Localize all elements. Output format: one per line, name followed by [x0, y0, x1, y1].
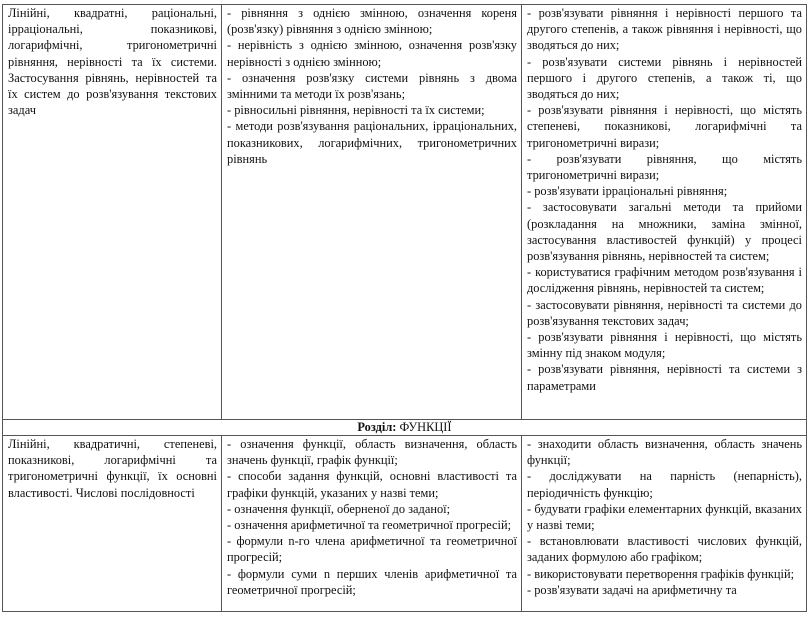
list-item: - означення функції, оберненої до заданої; — [227, 501, 451, 516]
list-item: - розв'язувати рівняння і нерівності, що містять степеневі, показникові, логарифмічні та тригонометричні вирази; — [527, 103, 802, 150]
list-item: - рівносильні рівняння, нерівності та їх системи; — [227, 103, 485, 118]
list-item: - встановлювати властивості числових функцій, заданих формулою або графіком; — [527, 534, 802, 565]
topic-cell — [3, 5, 222, 420]
list-item: - розв'язувати рівняння і нерівності першого та другого степенів, а також рівняння і нерівності, що зводяться до них; — [527, 6, 802, 53]
topic-cell — [3, 436, 222, 612]
curriculum-table — [2, 4, 807, 612]
section-label: Розділ: — [357, 420, 397, 434]
topic-text: Лінійні, квадратні, раціональні, ірраціональні, показникові, логарифмічні, тригонометричні рівняння, нерівності та їх системи. Застосування рівнянь, нерівностей та їх систем до розв'язування текстових задач — [8, 6, 217, 118]
section-heading — [3, 420, 807, 436]
requirements-cell — [522, 436, 807, 612]
list-item: - нерівність з однією змінною, означення розв'язку нерівності з однією змінною; — [227, 38, 517, 69]
list-item: - розв'язувати рівняння і нерівності, що містять змінну під знаком модуля; — [527, 330, 802, 361]
section-name: ФУНКЦІЇ — [399, 420, 452, 434]
list-item: - розв'язувати ірраціональні рівняння; — [527, 184, 728, 199]
requirements-cell — [522, 5, 807, 420]
list-item: - розв'язувати системи рівнянь і нерівностей першого і другого степенів, а також ті, що зводяться до них; — [527, 54, 802, 102]
table-row — [3, 5, 807, 420]
list-item: - способи задання функцій, основні властивості та графіки функцій, указаних у назві теми; — [227, 469, 517, 500]
list-item: - користуватися графічним методом розв'язування і дослідження рівнянь, нерівностей та систем; — [527, 265, 802, 296]
list-item: - досліджувати на парність (непарність), періодичність функцію; — [527, 469, 802, 500]
list-item: - розв'язувати рівняння, нерівності та системи з параметрами — [527, 362, 802, 393]
list-item: - означення функції, область визначення, область значень функції, графік функції; — [227, 437, 517, 468]
list-item: - означення арифметичної та геометричної прогресій; — [227, 518, 512, 533]
table-row — [3, 436, 807, 612]
list-item: - застосовувати рівняння, нерівності та системи до розв'язування текстових задач; — [527, 297, 802, 328]
content-cell — [222, 5, 522, 420]
curriculum-document — [2, 4, 805, 612]
list-item: - знаходити область визначення, область значень функції; — [527, 437, 802, 468]
list-item: - означення розв'язку системи рівнянь з двома змінними та методи їх розв'язань; — [227, 70, 517, 102]
list-item: - формули n-го члена арифметичної та геометричної прогресій; — [227, 534, 517, 565]
topic-text: Лінійні, квадратичні, степеневі, показникові, логарифмічні та тригонометричні функції, їх основні властивості. Числові послідовності — [8, 437, 217, 500]
list-item: - методи розв'язування раціональних, ірраціональних, показникових, логарифмічних, тригонометричних рівнянь — [227, 119, 517, 166]
list-item: - використовувати перетворення графіків функцій; — [527, 566, 795, 581]
content-cell — [222, 436, 522, 612]
list-item: - рівняння з однією змінною, означення кореня (розв'язку) рівняння з однією змінною; — [227, 6, 517, 37]
list-item: - формули суми n перших членів арифметичної та геометричної прогресій; — [227, 566, 517, 597]
list-item: - розв'язувати задачі на арифметичну та — [527, 582, 737, 597]
list-item: - застосовувати загальні методи та прийоми (розкладання на множники, заміна змінної, застосування властивостей функцій) у процесі розв'язування рівнянь, нерівностей та систем; — [527, 200, 802, 264]
list-item: - будувати графіки елементарних функцій, вказаних у назві теми; — [527, 501, 802, 533]
list-item: - розв'язувати рівняння, що містять тригонометричні вирази; — [527, 151, 802, 183]
section-row — [3, 420, 807, 436]
